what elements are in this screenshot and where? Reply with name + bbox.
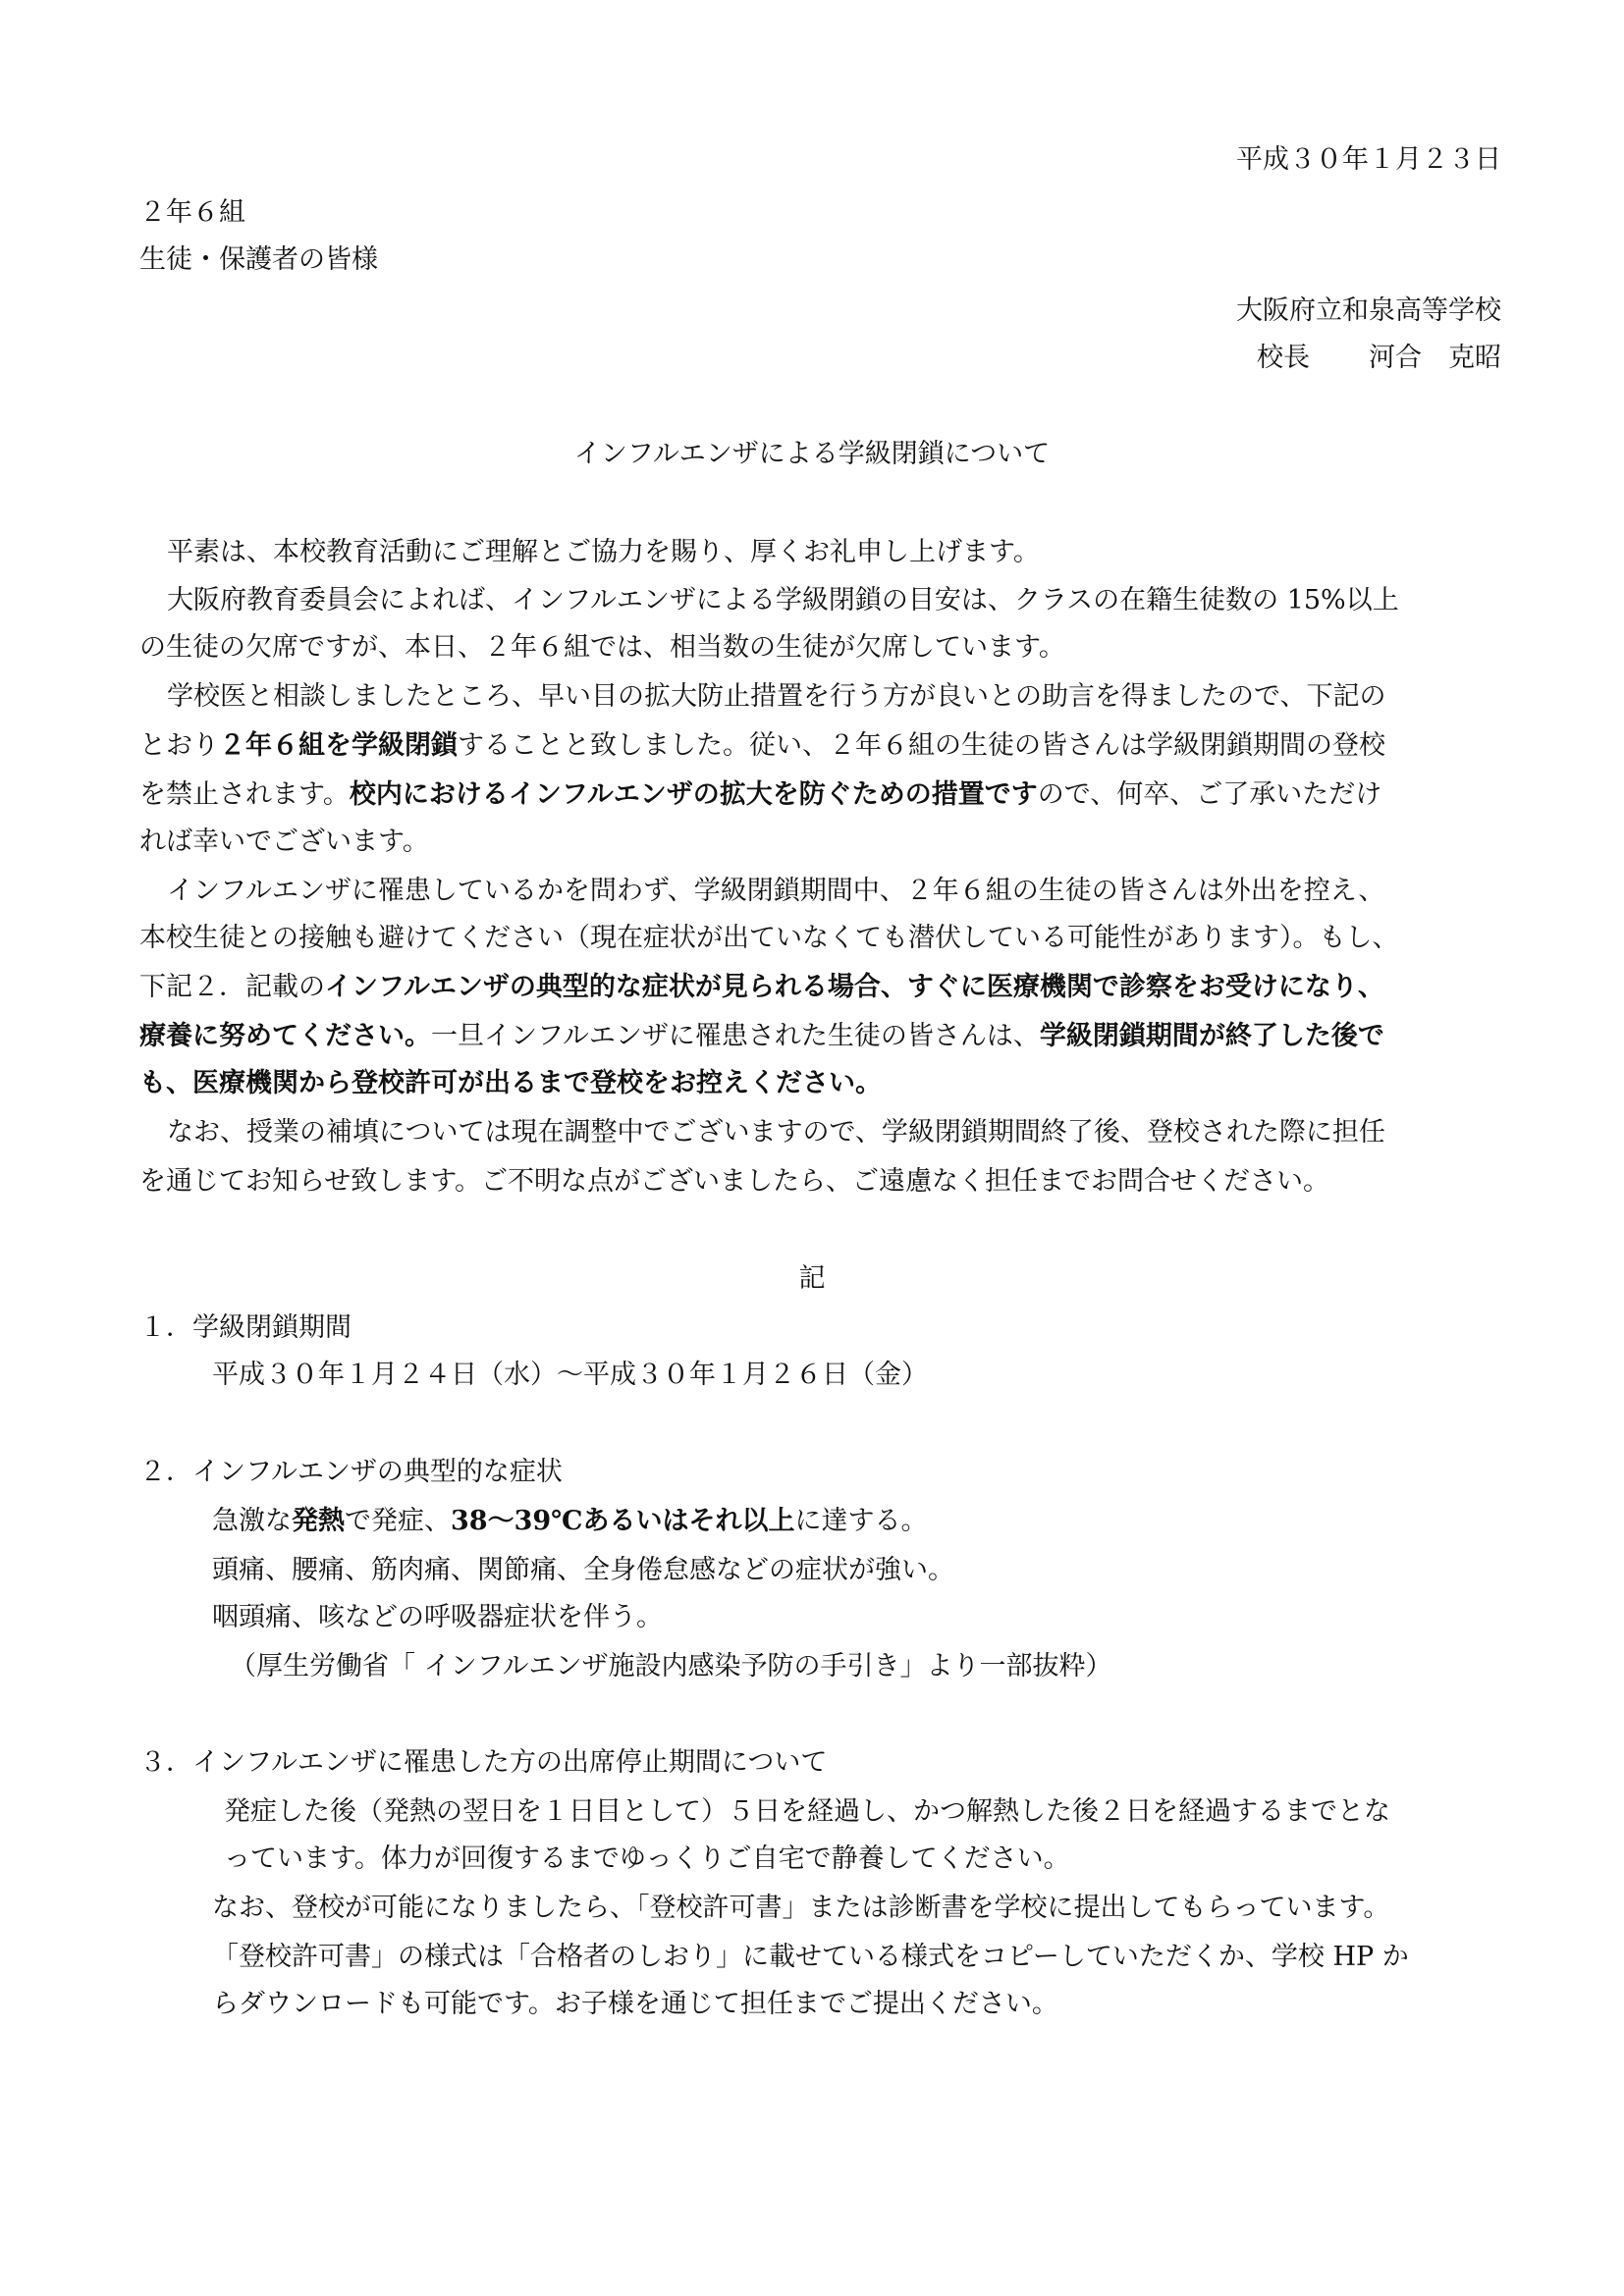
emphasis-run: 療養に努めてください。 — [139, 1021, 431, 1051]
text-run: 一旦インフルエンザに罹患された生徒の皆さんは、 — [431, 1021, 1040, 1051]
body-line: を通じてお知らせ致します。ご不明な点がございましたら、ご遠慮なく担任までお問合せください。 — [139, 1166, 1330, 1197]
emphasis-run: インフルエンザの典型的な症状が見られる場合、すぐに医療機関で診察をお受けになり、 — [325, 972, 1384, 1002]
section-heading: １．学級閉鎖期間 — [139, 1312, 352, 1343]
source-note: （厚生労働省「 インフルエンザ施設内感染予防の手引き」より一部抜粋） — [230, 1651, 1112, 1682]
body-line: も、医療機関から登校許可が出るまで登校をお控えください。 — [139, 1068, 882, 1098]
body-line: っています。体力が回復するまでゆっくりご自宅で静養してください。 — [224, 1843, 1070, 1874]
body-line: 学校医と相談しましたところ、早い目の拡大防止措置を行う方が良いとの助言を得ましたので、下記の — [167, 681, 1386, 712]
body-line: インフルエンザに罹患しているかを問わず、学級閉鎖期間中、２年６組の生徒の皆さんは外出を控え、 — [167, 876, 1385, 906]
body-line — [139, 968, 1384, 1007]
text-run: とおり — [139, 730, 219, 761]
body-line — [139, 775, 1381, 815]
text-run: 急激な — [212, 1506, 292, 1536]
symptom-line: 咽頭痛、咳などの呼吸器症状を伴う。 — [212, 1602, 663, 1632]
emphasis-run: ２年６組を学級閉鎖 — [219, 730, 458, 761]
text-run: を禁止されます。 — [139, 779, 350, 810]
symptom-line — [212, 1502, 928, 1541]
body-line: なお、授業の補填については現在調整中でございますので、学級閉鎖期間終了後、登校された際に担任 — [167, 1117, 1385, 1148]
principal-line — [1257, 339, 1501, 378]
body-line: 平素は、本校教育活動にご理解とご協力を賜り、厚くお礼申し上げます。 — [167, 537, 1040, 567]
text-run: することと致しました。従い、２年６組の生徒の皆さんは学級閉鎖期間の登校 — [458, 730, 1385, 761]
body-line: 「登校許可書」の様式は「合格者のしおり」に載せている様式をコピーしていただくか、学校 HP か — [212, 1942, 1409, 1972]
body-line — [139, 1017, 1384, 1056]
body-line: 大阪府教育委員会によれば、インフルエンザによる学級閉鎖の目安は、クラスの在籍生徒数の 15%以上 — [167, 585, 1399, 615]
text-run: 下記２．記載の — [139, 972, 325, 1002]
body-line: なお、登校が可能になりましたら、「登校許可書」または診断書を学校に提出してもらっています。 — [212, 1893, 1390, 1923]
emphasis-run: 校内におけるインフルエンザの拡大を防ぐための措置です — [349, 779, 1038, 810]
emphasis-run: 学級閉鎖期間が終了した後で — [1039, 1021, 1384, 1051]
body-line: の生徒の欠席ですが、本日、２年６組では、相当数の生徒が欠席しています。 — [139, 632, 1065, 663]
section-heading: ３．インフルエンザに罹患した方の出席停止期間について — [139, 1747, 828, 1778]
recipient-class: ２年６組 — [139, 197, 245, 228]
ki-heading: 記 — [798, 1263, 826, 1294]
section-heading: ２．インフルエンザの典型的な症状 — [139, 1457, 563, 1487]
emphasis-run: 38～39℃あるいはそれ以上 — [451, 1506, 795, 1536]
body-line: らダウンロードも可能です。お子様を通じて担任までご提出ください。 — [212, 1989, 1058, 2019]
principal-title: 校長 — [1257, 343, 1310, 373]
emphasis-run: 発熱 — [292, 1506, 345, 1536]
body-line — [139, 726, 1385, 766]
closure-period-dates: 平成３０年１月２４日（水）～平成３０年１月２６日（金） — [212, 1360, 928, 1390]
text-run: ので、何卒、ご了承いただけ — [1037, 779, 1382, 810]
body-line: れば幸いでございます。 — [139, 827, 429, 857]
text-run: で発症、 — [345, 1506, 451, 1536]
document-date: 平成３０年１月２３日 — [1236, 144, 1501, 175]
text-run: に達する。 — [794, 1506, 928, 1536]
recipient-line: 生徒・保護者の皆様 — [139, 244, 378, 275]
body-line: 本校生徒との接触も避けてください（現在症状が出ていなくても潜伏している可能性があります）。もし、 — [139, 923, 1399, 953]
page-title: インフルエンザによる学級閉鎖について — [573, 439, 1051, 469]
symptom-line: 頭痛、腰痛、筋肉痛、関節痛、全身倦怠感などの症状が強い。 — [212, 1555, 954, 1585]
school-name: 大阪府立和泉高等学校 — [1236, 295, 1501, 326]
body-line: 発症した後（発熱の翌日を１日目として）５日を経過し、かつ解熱した後２日を経過するまでとな — [224, 1796, 1390, 1827]
principal-name: 河合 克昭 — [1369, 343, 1501, 373]
